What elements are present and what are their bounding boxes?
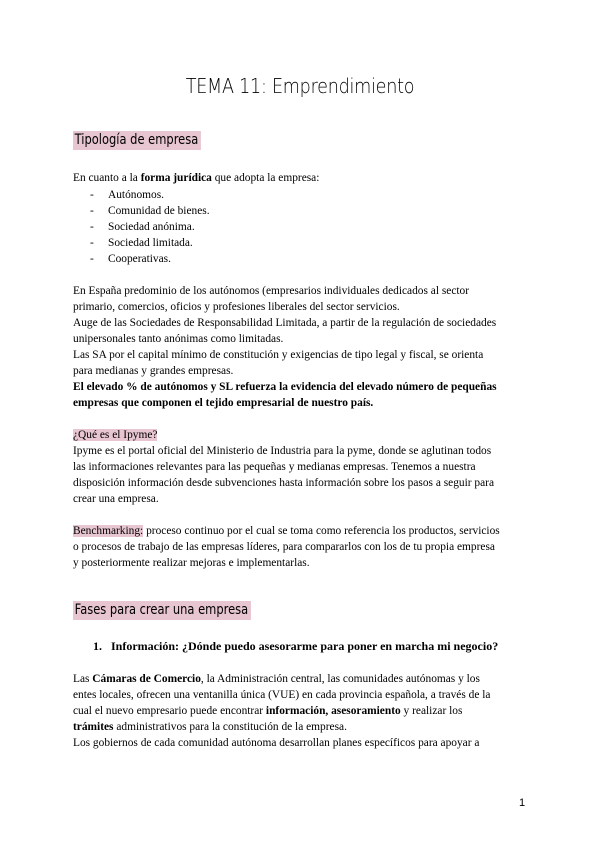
list-item: - Comunidad de bienes.	[90, 203, 210, 219]
list-item: - Autónomos.	[90, 187, 210, 203]
page-title: TEMA 11: Emprendimiento	[185, 74, 415, 98]
body-line: disposición información desde subvenciones hasta información sobre los pasos a seguir para	[73, 477, 495, 489]
bold-text: trámites	[73, 721, 114, 733]
body-line: crear una empresa.	[73, 493, 159, 505]
body-line	[73, 703, 533, 719]
list-item: - Cooperativas.	[90, 251, 210, 267]
body-line	[73, 671, 533, 687]
list-item: - Sociedad anónima.	[90, 219, 210, 235]
text: y realizar los	[400, 705, 463, 717]
body-line: las informaciones relevantes para las pequeñas y medianas empresas. Tenemos a nuestra	[73, 461, 476, 473]
intro-paragraph	[73, 170, 533, 186]
list-item: - Sociedad limitada.	[90, 235, 210, 251]
body-line: Los gobiernos de cada comunidad autónoma desarrollan planes específicos para apoyar a	[73, 737, 480, 749]
ipyme-question-text: ¿Qué es el Ipyme?	[73, 429, 158, 441]
benchmarking-term: Benchmarking:	[73, 525, 144, 537]
step-number: 1.	[93, 639, 102, 653]
body-line	[73, 719, 533, 735]
text: Las	[73, 673, 93, 685]
ipyme-question	[73, 427, 533, 443]
body-line: primario, comercios, oficios y profesiones liberales del sector servicios.	[73, 301, 400, 313]
bold-text: información, asesoramiento	[265, 705, 401, 717]
section-heading-tipologia: Tipología de empresa	[73, 131, 201, 150]
benchmarking-text: proceso continuo por el cual se toma como referencia los productos, servicios	[143, 525, 500, 537]
intro-text: En cuanto a la	[73, 172, 141, 184]
benchmarking-line	[73, 523, 533, 539]
bold-text: Cámaras de Comercio	[92, 673, 201, 685]
text: cual el nuevo empresario puede encontrar	[73, 705, 266, 717]
body-line: para medianas y grandes empresas.	[73, 365, 234, 377]
bold-line: El elevado % de autónomos y SL refuerza la evidencia del elevado número de pequeñas	[73, 381, 497, 393]
intro-text-end: que adopta la empresa:	[211, 172, 320, 184]
body-line: Auge de las Sociedades de Responsabilidad Limitada, a partir de la regulación de sociedades	[73, 317, 497, 329]
body-line: unipersonales tanto anónimas como limitadas.	[73, 333, 284, 345]
body-line: y posteriormente realizar mejoras e implementarlas.	[73, 557, 310, 569]
page-number: 1	[519, 797, 526, 809]
text: , la Administración central, las comunidades autónomas y los	[200, 673, 480, 685]
body-line: o procesos de trabajo de las empresas líderes, para compararlos con los de tu propia empresa	[73, 541, 495, 553]
bold-line: empresas que componen el tejido empresarial de nuestro país.	[73, 397, 374, 409]
body-line: Las SA por el capital mínimo de constitución y exigencias de tipo legal y fiscal, se orienta	[73, 349, 484, 361]
company-types-list	[90, 187, 210, 267]
body-line: En España predominio de los autónomos (empresarios individuales dedicados al sector	[73, 285, 470, 297]
text: administrativos para la constitución de la empresa.	[113, 721, 347, 733]
step-title: Información: ¿Dónde puedo asesorarme para poner en marcha mi negocio?	[111, 639, 499, 653]
body-line: Ipyme es el portal oficial del Ministerio de Industria para la pyme, donde se aglutinan todos	[73, 445, 492, 457]
step-heading	[93, 639, 498, 654]
section-heading-fases: Fases para crear una empresa	[73, 601, 251, 620]
intro-bold: forma jurídica	[140, 172, 212, 184]
body-line: entes locales, ofrecen una ventanilla única (VUE) en cada provincia española, a través de la	[73, 689, 491, 701]
